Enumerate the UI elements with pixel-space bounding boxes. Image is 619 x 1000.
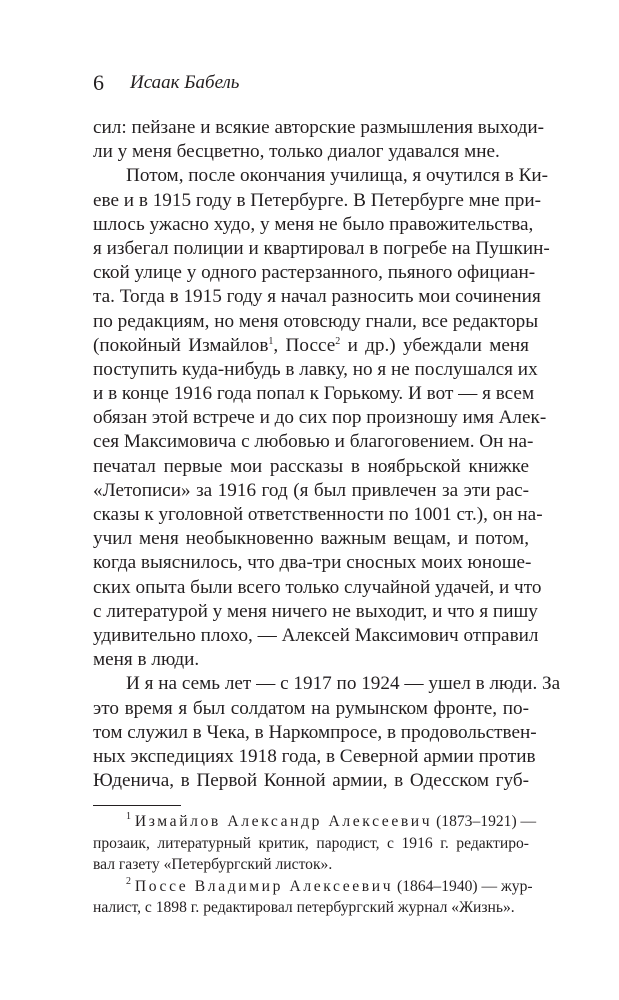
text-line: И я на семь лет — с 1917 по 1924 — ушел в люди. За [126, 673, 561, 695]
text-line: шлось ужасно худо, у меня не было правожительства, [93, 213, 534, 235]
text-line: и в конце 1916 года попал к Горькому. И вот — я всем [93, 383, 535, 405]
text-segment: , Поссе [273, 334, 336, 356]
footnote-number: 2 [126, 875, 131, 887]
text-line: я избегал полиции и квартировал в погребе на Пушкин- [93, 237, 550, 259]
text-line: обязан этой встрече и до сих пор произношу имя Алек- [93, 407, 547, 429]
text-line: по редакциям, но меня отовсюду гнали, все редакторы [93, 310, 539, 332]
text-line: том служил в Чека, в Наркомпросе, в продовольствен- [93, 721, 537, 743]
text-line: когда выяснилось, что два-три сносных моих юноше- [93, 552, 532, 574]
footnote-name: Измайлов Александр Алексеевич [134, 813, 433, 830]
footnote-first-line [93, 875, 533, 898]
text-segment: и др.) убеждали меня [340, 334, 530, 356]
footnote-text: (1864–1940) — жур- [393, 877, 533, 895]
text-line: это время я был солдатом на румынском фронте, по- [93, 697, 529, 719]
text-line: сил: пейзане и всякие авторские размышления выходи- [93, 117, 545, 138]
text-line: печатал первые мои рассказы в ноябрьской книжке [93, 455, 529, 477]
text-line: сказы к уголовной ответственности по 1001 ст.), он на- [93, 504, 543, 525]
text-line: Юденича, в Первой Конной армии, в Одесском губ- [93, 770, 529, 792]
footnote-line: налист, с 1898 г. редактировал петербургский журнал «Жизнь». [93, 899, 515, 916]
footnote-line: прозаик, литературный критик, пародист, с 1916 г. редактиро- [93, 834, 529, 852]
text-line: учил меня необыкновенно важным вещам, и потом, [93, 528, 529, 550]
text-line: ских опыта были всего только случайной удачей, и что [93, 576, 542, 598]
text-segment: (покойный Измайлов [93, 334, 269, 356]
footnote-ref: 2 [335, 335, 341, 347]
text-line: с литературой у меня ничего не выходит, и что я пишу [93, 600, 538, 622]
text-line: сея Максимовича с любовью и благоговением. Он на- [93, 431, 534, 453]
footnotes [93, 811, 537, 919]
text-line: Потом, после окончания училища, я очутился в Ки- [126, 165, 549, 187]
text-line: та. Тогда в 1915 году я начал разносить мои сочинения [93, 286, 541, 308]
running-title: Исаак Бабель [130, 72, 240, 93]
footnote-divider [93, 805, 181, 806]
text-line: поступить куда-нибудь в лавку, но я не послушался их [93, 358, 538, 380]
text-line: «Летописи» за 1916 год (я был привлечен за эти рас- [93, 479, 529, 501]
footnote-number: 1 [126, 811, 131, 822]
text-line: ных экспедициях 1918 года, в Северной армии против [93, 745, 536, 767]
text-line [93, 334, 529, 358]
text-line: удивительно плохо, — Алексей Максимович отправил [93, 624, 539, 646]
footnote-text: (1873–1921) — [432, 813, 537, 830]
page-number: 6 [93, 70, 104, 95]
footnote-first-line [93, 811, 537, 833]
text-line: меня в люди. [93, 649, 200, 671]
footnote-line: вал газету «Петербургский листок». [93, 856, 333, 873]
main-text [93, 116, 561, 793]
footnote-name: Поссе Владимир Алексеевич [134, 877, 394, 895]
text-line: еве и в 1915 году в Петербурге. В Петербурге мне при- [93, 189, 541, 211]
text-line: ли у меня бесцветно, только диалог удавался мне. [93, 141, 500, 163]
text-line: ской улице у одного растерзанного, пьяного официан- [93, 262, 536, 284]
footnote-ref: 1 [268, 335, 274, 347]
